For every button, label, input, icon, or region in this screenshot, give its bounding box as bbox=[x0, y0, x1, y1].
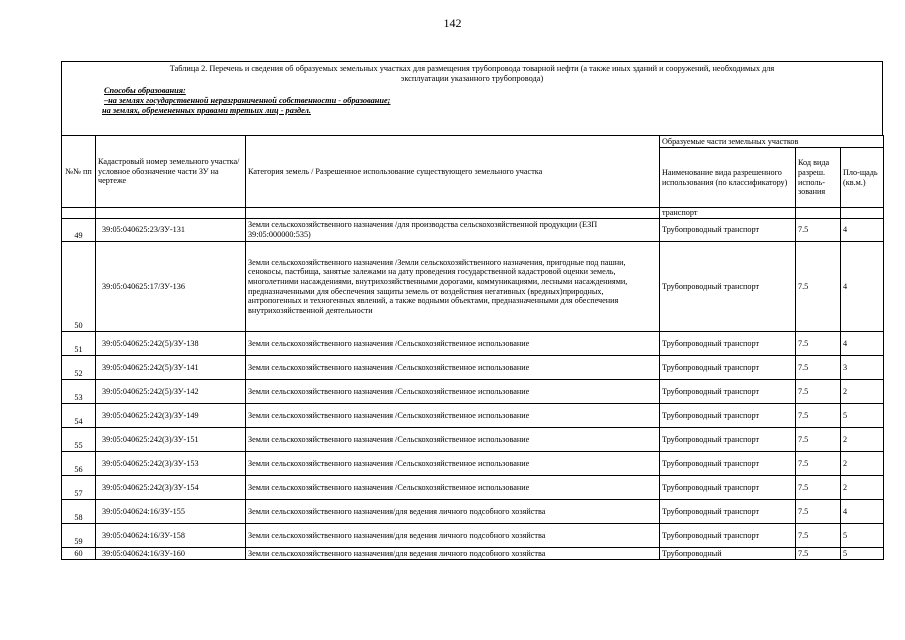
table-row bbox=[62, 428, 884, 452]
row-cadastral: 39:05:040625:242(3)/ЗУ-149 bbox=[96, 404, 246, 428]
carry-over-area bbox=[841, 208, 884, 219]
row-use-name: Трубопроводный транспорт bbox=[660, 404, 796, 428]
header-use-code: Код вида разреш. исполь-зования bbox=[796, 148, 841, 208]
row-use-code: 7.5 bbox=[796, 428, 841, 452]
row-category: Земли сельскохозяйственного назначения /Сельскохозяйственное использование bbox=[246, 452, 660, 476]
row-area: 4 bbox=[841, 219, 884, 242]
table-row bbox=[62, 548, 884, 560]
row-category: Земли сельскохозяйственного назначения/для ведения личного подсобного хозяйства bbox=[246, 548, 660, 560]
header-parts-group: Образуемые части земельных участков bbox=[660, 136, 884, 148]
row-num: 51 bbox=[62, 332, 96, 356]
row-use-name: Трубопроводный транспорт bbox=[660, 524, 796, 548]
table-row bbox=[62, 524, 884, 548]
row-area: 2 bbox=[841, 380, 884, 404]
row-use-name: Трубопроводный транспорт bbox=[660, 500, 796, 524]
row-num: 60 bbox=[62, 548, 96, 560]
row-area: 5 bbox=[841, 548, 884, 560]
row-num: 56 bbox=[62, 452, 96, 476]
row-use-name: Трубопроводный транспорт bbox=[660, 219, 796, 242]
table-row bbox=[62, 219, 884, 242]
header-num: №№ пп bbox=[62, 136, 96, 208]
row-area: 2 bbox=[841, 452, 884, 476]
table-row bbox=[62, 332, 884, 356]
row-use-code: 7.5 bbox=[796, 356, 841, 380]
row-category: Земли сельскохозяйственного назначения /Сельскохозяйственное использование bbox=[246, 476, 660, 500]
carry-over-row bbox=[62, 208, 884, 219]
row-cadastral: 39:05:040625:17/ЗУ-136 bbox=[96, 242, 246, 332]
row-use-name: Трубопроводный транспорт bbox=[660, 356, 796, 380]
table-row bbox=[62, 242, 884, 332]
row-use-code: 7.5 bbox=[796, 452, 841, 476]
header-area: Пло-щадь (кв.м.) bbox=[841, 148, 884, 208]
row-num: 55 bbox=[62, 428, 96, 452]
row-category: Земли сельскохозяйственного назначения /Сельскохозяйственное использование bbox=[246, 428, 660, 452]
method-1: –на землях государственной неразграниченной собственности - образование; bbox=[104, 96, 391, 105]
row-area: 3 bbox=[841, 356, 884, 380]
table-row bbox=[62, 500, 884, 524]
row-category: Земли сельскохозяйственного назначения /для производства сельскохозяйственной продукции (ЕЗП 39:05:000000:535) bbox=[246, 219, 660, 242]
row-use-code: 7.5 bbox=[796, 476, 841, 500]
row-num: 59 bbox=[62, 524, 96, 548]
header-use-name: Наименование вида разрешенного использования (по классификатору) bbox=[660, 148, 796, 208]
method-2: на землях, обремененных правами третьих лиц - раздел. bbox=[102, 106, 311, 115]
table-row bbox=[62, 380, 884, 404]
table-row bbox=[62, 356, 884, 380]
methods-title: Способы образования: bbox=[104, 86, 186, 95]
row-category: Земли сельскохозяйственного назначения /Сельскохозяйственное использование bbox=[246, 404, 660, 428]
header-cadastral: Кадастровый номер земельного участка/ условное обозначение части ЗУ на чертеже bbox=[96, 136, 246, 208]
row-cadastral: 39:05:040624:16/ЗУ-160 bbox=[96, 548, 246, 560]
row-use-code: 7.5 bbox=[796, 500, 841, 524]
row-num: 54 bbox=[62, 404, 96, 428]
table-title bbox=[66, 64, 878, 84]
row-area: 5 bbox=[841, 524, 884, 548]
row-cadastral: 39:05:040625:242(5)/ЗУ-142 bbox=[96, 380, 246, 404]
row-area: 2 bbox=[841, 428, 884, 452]
row-cadastral: 39:05:040624:16/ЗУ-158 bbox=[96, 524, 246, 548]
carry-over-cadastral bbox=[96, 208, 246, 219]
row-cadastral: 39:05:040624:16/ЗУ-155 bbox=[96, 500, 246, 524]
row-area: 4 bbox=[841, 332, 884, 356]
row-cadastral: 39:05:040625:23/ЗУ-131 bbox=[96, 219, 246, 242]
row-use-code: 7.5 bbox=[796, 404, 841, 428]
row-num: 58 bbox=[62, 500, 96, 524]
row-use-code: 7.5 bbox=[796, 524, 841, 548]
row-area: 5 bbox=[841, 404, 884, 428]
row-use-name: Трубопроводный bbox=[660, 548, 796, 560]
row-num: 52 bbox=[62, 356, 96, 380]
row-use-name: Трубопроводный транспорт bbox=[660, 332, 796, 356]
row-area: 4 bbox=[841, 500, 884, 524]
row-use-name: Трубопроводный транспорт bbox=[660, 380, 796, 404]
table-title-line-1: Таблица 2. Перечень и сведения об образуемых земельных участках для размещения трубопровода товарной нефти (а также иных зданий и сооружений, необходимых для bbox=[169, 64, 775, 73]
row-use-name: Трубопроводный транспорт bbox=[660, 428, 796, 452]
carry-over-num bbox=[62, 208, 96, 219]
table-frame bbox=[61, 61, 883, 576]
row-category: Земли сельскохозяйственного назначения /Сельскохозяйственное использование bbox=[246, 356, 660, 380]
carry-over-category bbox=[246, 208, 660, 219]
row-use-code: 7.5 bbox=[796, 332, 841, 356]
row-num: 49 bbox=[62, 219, 96, 242]
row-num: 50 bbox=[62, 242, 96, 332]
row-use-name: Трубопроводный транспорт bbox=[660, 242, 796, 332]
row-cadastral: 39:05:040625:242(3)/ЗУ-153 bbox=[96, 452, 246, 476]
table-row bbox=[62, 404, 884, 428]
row-use-code: 7.5 bbox=[796, 219, 841, 242]
row-category: Земли сельскохозяйственного назначения /Земли сельскохозяйственного назначения, пригодные под пашни, сенокосы, пастбища, занятые залежами на дату проведения государственной кадастровой оценки земель, многолетними насаждениями, внутрихозяйственными дорогами, коммуникациями, лесными насаждениями, предназначенными для обеспечения защиты земель от воздействия негативных (вредных)природных, антропогенных и техногенных явлений, а также водными объектами, предназначенными для обеспечения внутрихозяйственной деятельности bbox=[246, 242, 660, 332]
row-use-name: Трубопроводный транспорт bbox=[660, 476, 796, 500]
row-use-code: 7.5 bbox=[796, 548, 841, 560]
row-category: Земли сельскохозяйственного назначения/для ведения личного подсобного хозяйства bbox=[246, 524, 660, 548]
header-category: Категория земель / Разрешенное использование существующего земельного участка bbox=[246, 136, 660, 208]
row-cadastral: 39:05:040625:242(3)/ЗУ-151 bbox=[96, 428, 246, 452]
row-use-name: Трубопроводный транспорт bbox=[660, 452, 796, 476]
table-caption bbox=[61, 61, 883, 135]
row-cadastral: 39:05:040625:242(3)/ЗУ-154 bbox=[96, 476, 246, 500]
row-use-code: 7.5 bbox=[796, 380, 841, 404]
row-cadastral: 39:05:040625:242(5)/ЗУ-141 bbox=[96, 356, 246, 380]
page-number: 142 bbox=[443, 16, 462, 30]
carry-over-code bbox=[796, 208, 841, 219]
table-title-line-2: эксплуатации указанного трубопровода) bbox=[400, 74, 544, 83]
row-category: Земли сельскохозяйственного назначения /Сельскохозяйственное использование bbox=[246, 332, 660, 356]
row-use-code: 7.5 bbox=[796, 242, 841, 332]
table-row bbox=[62, 452, 884, 476]
row-num: 57 bbox=[62, 476, 96, 500]
row-category: Земли сельскохозяйственного назначения/для ведения личного подсобного хозяйства bbox=[246, 500, 660, 524]
row-area: 4 bbox=[841, 242, 884, 332]
row-cadastral: 39:05:040625:242(5)/ЗУ-138 bbox=[96, 332, 246, 356]
carry-over-use-name: транспорт bbox=[660, 208, 796, 219]
row-num: 53 bbox=[62, 380, 96, 404]
parcels-table bbox=[61, 135, 884, 560]
table-row bbox=[62, 476, 884, 500]
row-category: Земли сельскохозяйственного назначения /Сельскохозяйственное использование bbox=[246, 380, 660, 404]
row-area: 2 bbox=[841, 476, 884, 500]
